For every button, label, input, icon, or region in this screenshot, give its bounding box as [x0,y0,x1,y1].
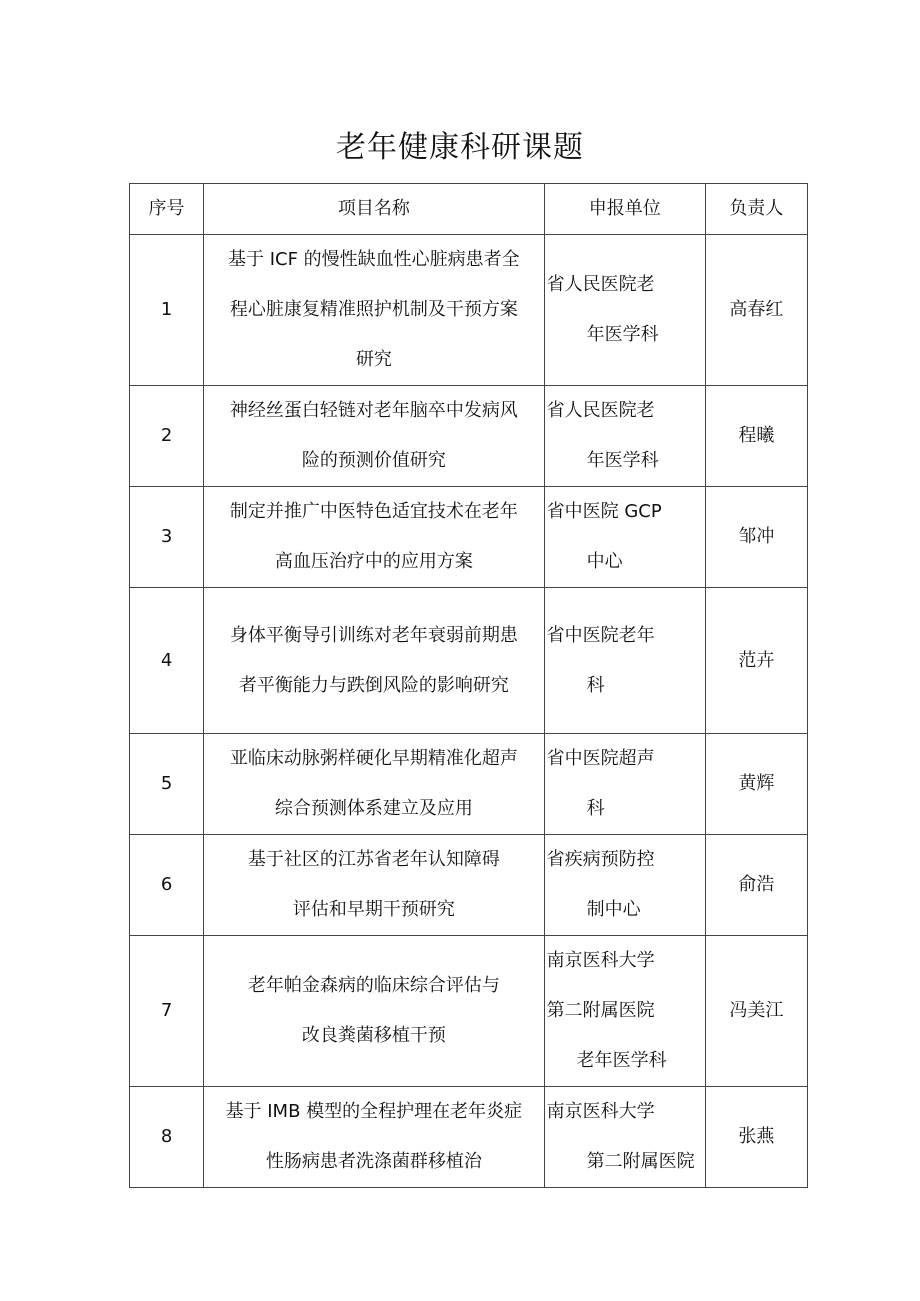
applicant-unit-line: 省中医院老年 [546,624,655,646]
project-name-cell [204,936,545,1087]
project-name-cell [204,386,545,487]
project-name: 基于 IMB 模型的全程护理在老年炎症 性肠病患者洗涤菌群移植治 [225,1101,523,1172]
applicant-unit-cell [544,386,705,487]
applicant-unit-cell [544,1087,705,1188]
project-name-cell [204,734,545,835]
header-project: 项目名称 [204,184,545,235]
applicant-unit-line: 省中医院 GCP [546,501,662,522]
principal-investigator: 邹冲 [705,487,807,588]
principal-investigator: 俞浩 [705,835,807,936]
header-unit: 申报单位 [544,184,705,235]
project-name: 亚临床动脉粥样硬化早期精准化超声 综合预测体系建立及应用 [229,748,518,819]
principal-investigator: 黄辉 [705,734,807,835]
table-row [130,235,808,386]
row-number: 7 [130,936,204,1087]
applicant-unit [545,260,705,360]
applicant-unit-cell [544,734,705,835]
applicant-unit [545,487,705,587]
applicant-unit-cell [544,936,705,1087]
row-number: 1 [130,235,204,386]
applicant-unit-line: 制中心 [586,899,641,920]
applicant-unit-cell [544,235,705,386]
document-title: 老年健康科研课题 [336,130,584,165]
project-name: 老年帕金森病的临床综合评估与 改良粪菌移植干预 [247,975,500,1046]
principal-investigator: 范卉 [705,588,807,734]
project-name: 神经丝蛋白轻链对老年脑卒中发病风 险的预测价值研究 [229,400,518,471]
header-no: 序号 [130,184,204,235]
applicant-unit [545,1087,705,1187]
row-number: 4 [130,588,204,734]
applicant-unit-cell [544,588,705,734]
header-lead: 负责人 [705,184,807,235]
row-number: 5 [130,734,204,835]
applicant-unit [545,734,705,834]
table-row [130,936,808,1087]
table-row [130,588,808,734]
applicant-unit [545,835,705,935]
principal-investigator: 张燕 [705,1087,807,1188]
project-name: 基于 ICF 的慢性缺血性心脏病患者全 程心脏康复精准照护机制及干预方案 研究 [228,249,520,370]
project-name: 基于社区的江苏省老年认知障碍 评估和早期干预研究 [247,849,500,920]
table-row [130,1087,808,1188]
applicant-unit-line: 科 [586,798,605,819]
applicant-unit-line: 年医学科 [586,450,659,471]
applicant-unit-line: 省中医院超声 [546,748,655,769]
applicant-unit-line: 中心 [586,551,623,572]
table-row [130,835,808,936]
project-name: 身体平衡导引训练对老年衰弱前期患 者平衡能力与跌倒风险的影响研究 [229,624,518,696]
row-number: 8 [130,1087,204,1188]
table-row [130,734,808,835]
table-body [130,235,808,1188]
row-number: 2 [130,386,204,487]
applicant-unit-cell [544,835,705,936]
project-name-cell [204,235,545,386]
principal-investigator: 程曦 [705,386,807,487]
research-topics-table [129,183,808,1188]
row-number: 6 [130,835,204,936]
applicant-unit-line: 省疾病预防控 [546,849,655,870]
applicant-unit [545,386,705,486]
principal-investigator: 冯美江 [705,936,807,1087]
applicant-unit-line: 南京医科大学 [546,950,655,971]
applicant-unit-line: 南京医科大学 [546,1101,655,1122]
applicant-unit-line: 省人民医院老 [546,274,655,295]
applicant-unit-line: 第二附属医院 [546,1000,655,1021]
applicant-unit-line: 第二附属医院 [586,1151,695,1172]
project-name-cell [204,588,545,734]
project-name: 制定并推广中医特色适宜技术在老年 高血压治疗中的应用方案 [229,501,518,572]
table-row [130,487,808,588]
project-name-cell [204,835,545,936]
project-name-cell [204,487,545,588]
row-number: 3 [130,487,204,588]
applicant-unit [545,936,705,1086]
applicant-unit [545,611,705,711]
applicant-unit-line: 省人民医院老 [546,400,655,421]
applicant-unit-line: 科 [586,674,605,696]
table-row [130,386,808,487]
table-header-row [130,184,808,235]
applicant-unit-cell [544,487,705,588]
applicant-unit-line: 老年医学科 [576,1050,667,1071]
applicant-unit-line: 年医学科 [586,324,659,345]
principal-investigator: 高春红 [705,235,807,386]
project-name-cell [204,1087,545,1188]
